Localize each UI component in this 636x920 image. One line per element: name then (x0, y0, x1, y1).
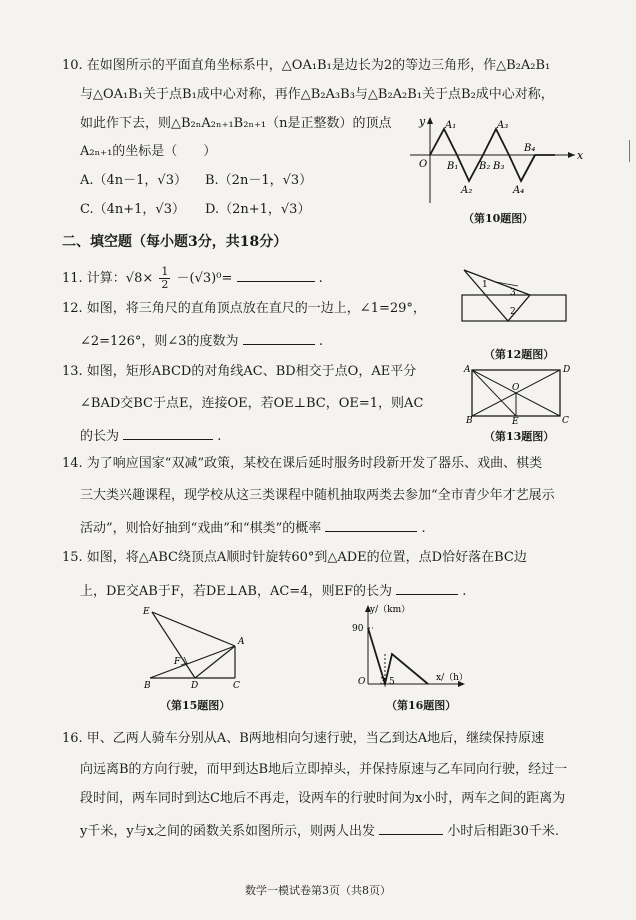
q10-option-d: D.（2n+1，√3） (205, 202, 311, 217)
q10-option-c: C.（4n+1，√3） (80, 202, 185, 217)
q13-label-e: E (512, 417, 519, 427)
q16-line3: 段时间，两车同时到达C地后不再走，设两车的行驶时间为x小时，两车之间的距离为 (80, 791, 566, 806)
q10-label-x: x (577, 149, 584, 162)
q10-line4: A₂ₙ₊₁的坐标是（ ） (80, 144, 217, 159)
q14-line3 (80, 517, 426, 538)
q14-line3-end: . (421, 521, 426, 536)
q16-y-value-90: 90 (352, 624, 364, 634)
q11-fraction (159, 266, 170, 291)
q10-label-b3: B₃ (493, 161, 505, 172)
q10-label-b4: B₄ (524, 143, 536, 154)
q10-label-b1: B₁ (447, 161, 459, 172)
q15-answer-blank[interactable] (396, 580, 458, 595)
q16-tick-5: 5 (389, 677, 395, 687)
q13-line1: 13. 如图，矩形ABCD的对角线AC、BD相交于点O，AE平分 (62, 364, 417, 379)
q10-label-b2: B₂ (479, 161, 491, 172)
q12-label-3: 3 (510, 288, 516, 298)
q13-label-d: D (563, 365, 571, 375)
q15-figure (140, 606, 250, 692)
q16-figure (340, 600, 470, 692)
page-footer: 数学一模试卷第3页（共8页） (245, 884, 391, 897)
q15-label-a: A (238, 637, 245, 647)
q10-label-o: O (419, 159, 428, 170)
q10-line3: 如此作下去，则△B₂ₙA₂ₙ₊₁B₂ₙ₊₁（n是正整数）的顶点 (80, 116, 392, 131)
q13-label-c: C (562, 416, 569, 426)
q12-line2 (80, 330, 323, 351)
q16-y-label: y/（km） (370, 605, 411, 615)
q11-pre: 11. 计算：√8× (62, 271, 154, 286)
q15-label-b: B (144, 681, 151, 691)
q16-tick-3: 3 (380, 677, 386, 687)
q10-line2: 与△OA₁B₁关于点B₁成中心对称，再作△B₂A₃B₃与△B₂A₂B₁关于点B₂成中心对称， (80, 87, 554, 102)
q11-post: －(√3)⁰= (176, 271, 233, 286)
q10-caption: （第10题图） (463, 212, 534, 225)
q12-answer-blank[interactable] (243, 330, 315, 345)
q16-x-label: x/（h） (436, 673, 468, 683)
q10-label-y: y (419, 115, 426, 128)
q15-caption: （第15题图） (160, 699, 231, 712)
q10-option-a: A.（4n－1，√3） (80, 173, 187, 188)
q13-figure (462, 362, 572, 427)
q12-line2-text: ∠2=126°，则∠3的度数为 (80, 334, 239, 349)
q11-denominator: 2 (161, 278, 169, 291)
q16-line2: 向远离B的方向行驶，而甲到达B地后立即掉头，并保持原速与乙车同向行驶，经过一 (80, 762, 568, 777)
q10-label-a1: A₁ (445, 120, 457, 131)
section-heading: 二、填空题（每小题3分，共18分） (62, 234, 288, 250)
q16-caption: （第16题图） (386, 699, 457, 712)
q12-caption: （第12题图） (484, 348, 555, 361)
q15-line2-end: . (462, 584, 467, 599)
q13-line3-end: . (217, 429, 222, 444)
q10-line1: 10. 在如图所示的平面直角坐标系中，△OA₁B₁是边长为2的等边三角形，作△B₂A₂B₁ (62, 58, 551, 73)
q12-figure (458, 266, 568, 342)
q15-line2-text: 上，DE交AB于F，若DE⊥AB，AC=4，则EF的长为 (80, 584, 392, 599)
q14-line1: 14. 为了响应国家“双减”政策，某校在课后延时服务时段新开发了器乐、戏曲、棋类 (62, 456, 543, 471)
q15-label-d: D (191, 681, 199, 691)
q10-option-b: B.（2n－1，√3） (205, 173, 313, 188)
q13-line3 (80, 425, 221, 446)
q11-line (62, 266, 323, 291)
q13-label-a: A (464, 365, 471, 375)
q13-line3-text: 的长为 (80, 429, 120, 444)
q11-end: . (318, 271, 323, 286)
q15-label-e: E (143, 607, 150, 617)
q10-label-a3: A₃ (497, 120, 509, 131)
q15-label-f: F (174, 657, 181, 667)
q12-line2-end: . (318, 334, 323, 349)
q15-label-c: C (233, 681, 240, 691)
q13-answer-blank[interactable] (123, 425, 213, 440)
q10-label-a2: A₂ (461, 185, 473, 196)
q16-answer-blank[interactable] (379, 820, 443, 835)
q15-line2 (80, 580, 466, 601)
q16-line4 (80, 820, 559, 841)
q13-label-b: B (466, 416, 473, 426)
q11-numerator: 1 (161, 265, 169, 278)
q10-figure (405, 115, 585, 205)
q10-label-a4: A₄ (513, 185, 525, 196)
q12-label-1: 1 (482, 280, 488, 290)
q15-line1: 15. 如图，将△ABC绕顶点A顺时针旋转60°到△ADE的位置，点D恰好落在BC边 (62, 550, 527, 565)
q13-line2: ∠BAD交BC于点E，连接OE，若OE⊥BC，OE=1，则AC (80, 396, 424, 411)
page-edge-mark (629, 140, 636, 162)
q14-line3-text: 活动”，则恰好抽到“戏曲”和“棋类”的概率 (80, 521, 322, 536)
q16-origin: O (358, 677, 366, 687)
q16-line4-end: 小时后相距30千米. (447, 824, 559, 839)
q16-line4-text: y千米，y与x之间的函数关系如图所示，则两人出发 (80, 824, 376, 839)
q14-line2: 三大类兴趣课程，现学校从这三类课程中随机抽取两类去参加“全市青少年才艺展示 (80, 488, 555, 503)
q12-line1: 12. 如图，将三角尺的直角顶点放在直尺的一边上，∠1=29°， (62, 301, 426, 316)
q14-answer-blank[interactable] (325, 517, 417, 532)
q13-caption: （第13题图） (484, 430, 555, 443)
q16-line1: 16. 甲、乙两人骑车分别从A、B两地相向匀速行驶，当乙到达A地后，继续保持原速 (62, 731, 545, 746)
q11-answer-blank[interactable] (237, 267, 315, 282)
q13-label-o: O (512, 383, 520, 393)
q12-label-2: 2 (510, 307, 516, 317)
